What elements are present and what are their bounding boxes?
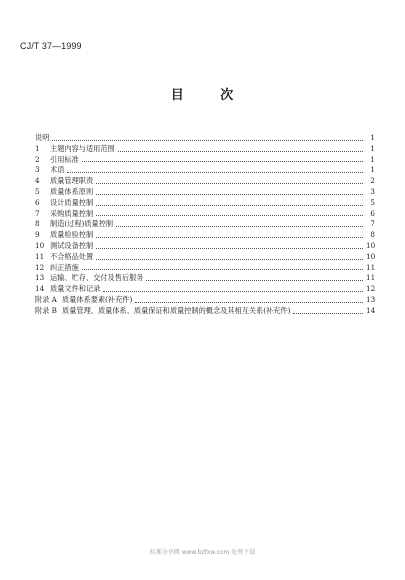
toc-entry xyxy=(35,295,375,306)
dot-leader xyxy=(146,279,363,281)
toc-entry-label: 采购质量控制 xyxy=(50,208,94,218)
toc-entry-page: 1 xyxy=(370,133,375,142)
toc-entry-label: 测试设备控制 xyxy=(50,240,94,250)
dot-leader xyxy=(118,150,363,152)
toc-entry-number: 9 xyxy=(35,230,40,240)
toc-entry-page: 10 xyxy=(366,240,376,250)
toc-title: 目 次 xyxy=(170,88,235,103)
toc-entry-number: 11 xyxy=(35,251,45,261)
dot-leader xyxy=(293,312,363,314)
toc-entry-label: 质量体系要素(补充件) xyxy=(62,294,133,304)
toc-entry-page: 1 xyxy=(370,154,375,164)
dot-leader xyxy=(96,214,363,216)
toc-entry-label: 制造(过程)质量控制 xyxy=(50,219,114,229)
toc-entry-page: 11 xyxy=(366,273,376,283)
toc-entry-number: 1 xyxy=(35,143,40,153)
dot-leader xyxy=(96,236,363,238)
toc-entry-number: 附录 A xyxy=(35,294,57,304)
dot-leader xyxy=(82,268,363,270)
toc-entry-label: 纠正措施 xyxy=(50,262,79,272)
toc-entry xyxy=(35,263,375,274)
dot-leader xyxy=(96,258,363,260)
toc-entry-number: 2 xyxy=(35,154,40,164)
toc-entry-number: 14 xyxy=(35,284,45,294)
dot-leader xyxy=(135,301,363,303)
toc-entry xyxy=(35,284,375,295)
toc-entry xyxy=(35,219,375,230)
toc-entry-label: 说明 xyxy=(35,133,50,142)
toc-entry-page: 1 xyxy=(370,143,375,153)
toc-entry-page: 1 xyxy=(370,165,375,175)
toc-entry-label: 运输、贮存、交付及售后服务 xyxy=(50,273,144,283)
toc-entry xyxy=(35,176,375,187)
toc-entry xyxy=(35,241,375,252)
dot-leader xyxy=(67,171,363,173)
toc-entry-page: 6 xyxy=(370,208,375,218)
dot-leader xyxy=(103,290,363,292)
toc-entry xyxy=(35,230,375,241)
toc-entry-label: 质量文件和记录 xyxy=(50,284,101,294)
toc-entry-page: 11 xyxy=(366,262,376,272)
toc-entry-label: 质量体系原则 xyxy=(50,186,94,196)
toc-entry-label: 质量管理、质量体系、质量保证和质量控制的概念及其相互关系(补充件) xyxy=(62,305,291,315)
toc-entry-page: 7 xyxy=(370,219,375,229)
toc-entry-page: 14 xyxy=(366,305,376,315)
toc-entry xyxy=(35,209,375,220)
toc-entry-number: 4 xyxy=(35,176,40,186)
toc-entry-page: 5 xyxy=(370,197,375,207)
watermark-footer: 标准分享网 www.bzfxw.com 免费下载 xyxy=(149,549,256,556)
toc-entry-number: 附录 B xyxy=(35,305,57,315)
dot-leader xyxy=(96,193,363,195)
toc-entry xyxy=(35,144,375,155)
dot-leader xyxy=(52,139,363,141)
toc-entry xyxy=(35,198,375,209)
toc-entry xyxy=(35,187,375,198)
dot-leader xyxy=(82,160,363,162)
toc-entry-page: 3 xyxy=(370,186,375,196)
toc-entry-number: 3 xyxy=(35,165,40,175)
toc-entry-label: 主题内容与适用范围 xyxy=(50,143,115,153)
toc-entry-label: 引用标准 xyxy=(50,154,79,164)
toc-entry-number: 6 xyxy=(35,197,40,207)
toc-entry-page: 12 xyxy=(366,284,376,294)
toc-entry xyxy=(35,273,375,284)
toc-entry-number: 5 xyxy=(35,186,40,196)
toc-entry-number: 13 xyxy=(35,273,45,283)
toc-entry-label: 质量检验控制 xyxy=(50,230,94,240)
toc-entry-page: 8 xyxy=(370,230,375,240)
toc-entry xyxy=(35,252,375,263)
toc-entry-label: 不合格品处置 xyxy=(50,251,94,261)
dot-leader xyxy=(96,247,363,249)
toc-entry xyxy=(35,165,375,176)
toc-entry-page: 13 xyxy=(366,294,376,304)
dot-leader xyxy=(116,225,363,227)
toc-entry xyxy=(35,306,375,317)
standard-code: CJ/T 37—1999 xyxy=(20,41,82,51)
toc-entry-number: 8 xyxy=(35,219,40,229)
dot-leader xyxy=(96,204,363,206)
toc-entry-page: 10 xyxy=(366,251,376,261)
table-of-contents xyxy=(35,133,375,317)
toc-entry-number: 7 xyxy=(35,208,40,218)
toc-entry-page: 2 xyxy=(370,176,375,186)
toc-entry-number: 10 xyxy=(35,240,45,250)
toc-entry xyxy=(35,155,375,166)
toc-entry xyxy=(35,133,375,144)
toc-entry-number: 12 xyxy=(35,262,45,272)
toc-entry-label: 设计质量控制 xyxy=(50,197,94,207)
toc-entry-label: 术语 xyxy=(50,165,65,175)
dot-leader xyxy=(96,182,363,184)
toc-entry-label: 质量管理职责 xyxy=(50,176,94,186)
